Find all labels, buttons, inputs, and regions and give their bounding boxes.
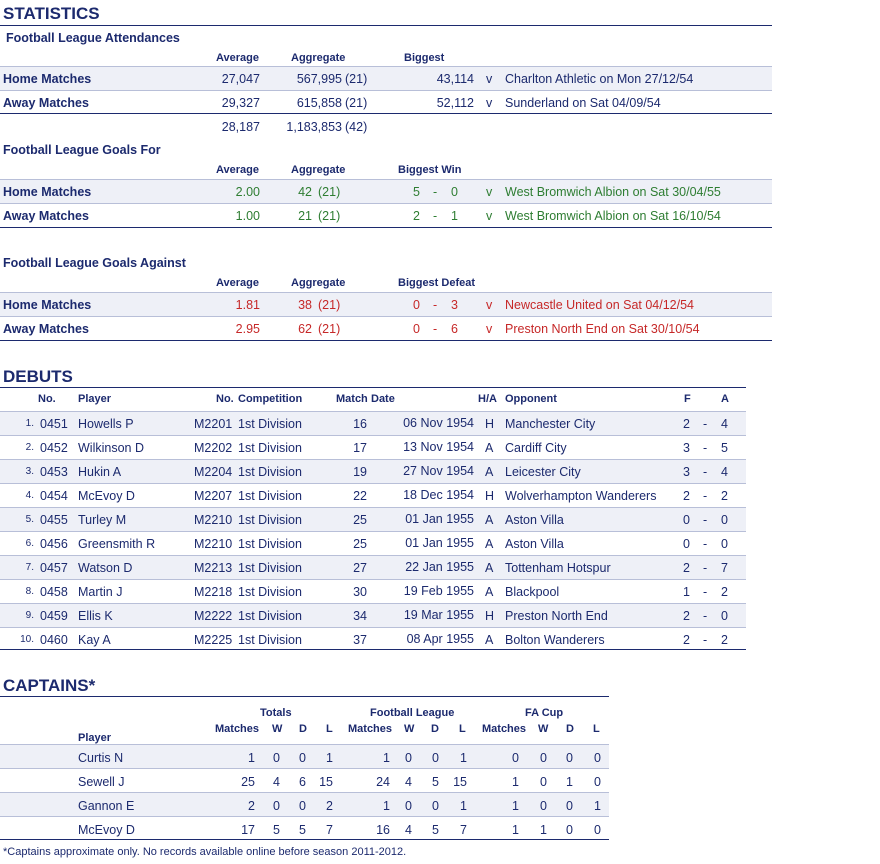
- row-label: Home Matches: [3, 72, 92, 86]
- col-l: L: [326, 723, 333, 735]
- captains-title: CAPTAINS*: [3, 676, 96, 695]
- stat-value: 1: [512, 775, 519, 789]
- match-count: (21): [345, 72, 368, 86]
- player-number: 0451: [40, 417, 68, 431]
- home-away: H: [485, 489, 495, 503]
- table-row: [0, 768, 609, 769]
- competition: 1st Division: [238, 417, 302, 431]
- row-label: Away Matches: [3, 322, 89, 336]
- stat-value: 1: [540, 823, 547, 837]
- row-index: 9.: [25, 610, 34, 621]
- match-date: 18 Dec 1954: [403, 488, 474, 502]
- row-index: 5.: [25, 514, 34, 525]
- stat-value: 1: [594, 799, 601, 813]
- match-count: (21): [318, 209, 341, 223]
- col-match-no: No.: [216, 393, 234, 405]
- row-index: 2.: [25, 442, 34, 453]
- stat-value: 5: [432, 823, 439, 837]
- group-fa-cup: FA Cup: [525, 707, 564, 719]
- col-matches: Matches: [482, 723, 527, 735]
- stat-value: 24: [376, 775, 390, 789]
- match-count: 34: [353, 609, 367, 623]
- attendances-title: Football League Attendances: [6, 31, 180, 45]
- aggregate-value: 42: [298, 185, 312, 199]
- match-count: 16: [353, 417, 367, 431]
- statistics-title: STATISTICS: [3, 4, 100, 23]
- home-away: A: [485, 465, 494, 479]
- player-name: Watson D: [78, 561, 133, 575]
- match-number: M2218: [194, 585, 233, 599]
- match-date: 06 Nov 1954: [403, 416, 474, 430]
- score-against: 0: [721, 513, 728, 527]
- score-dash: -: [703, 537, 708, 551]
- competition: 1st Division: [238, 465, 302, 479]
- competition: 1st Division: [238, 513, 302, 527]
- stat-value: 5: [299, 823, 306, 837]
- aggregate-value: 38: [298, 298, 312, 312]
- stat-value: 25: [241, 775, 255, 789]
- opponent: Manchester City: [505, 417, 596, 431]
- col-no: No.: [38, 393, 56, 405]
- opponent: Aston Villa: [505, 513, 564, 527]
- match-date: 01 Jan 1955: [405, 536, 474, 550]
- stat-value: 7: [460, 823, 467, 837]
- stat-value: 0: [540, 775, 547, 789]
- player-number: 0457: [40, 561, 68, 575]
- match-date: 08 Apr 1955: [406, 632, 474, 646]
- col-average: Average: [216, 52, 260, 64]
- score-for: 2: [683, 489, 690, 503]
- col-aggregate: Aggregate: [291, 52, 346, 64]
- row-label: Home Matches: [3, 298, 92, 312]
- score-dash: -: [703, 465, 708, 479]
- divider: [0, 90, 772, 91]
- player-name: Turley M: [78, 513, 127, 527]
- player-name: Sewell J: [78, 775, 125, 789]
- match-number: M2225: [194, 633, 233, 647]
- divider: [0, 227, 772, 228]
- stat-value: 7: [326, 823, 333, 837]
- aggregate-value: 567,995: [296, 72, 342, 86]
- stat-value: 0: [594, 751, 601, 765]
- player-name: McEvoy D: [78, 823, 135, 837]
- row-index: 4.: [25, 490, 34, 501]
- match-count: 27: [353, 561, 367, 575]
- match-count: 37: [353, 633, 367, 647]
- home-away: A: [485, 585, 494, 599]
- match-number: M2207: [194, 489, 233, 503]
- stat-value: 1: [566, 775, 573, 789]
- score-for: 0: [413, 298, 420, 312]
- match-count: (21): [318, 298, 341, 312]
- competition: 1st Division: [238, 585, 302, 599]
- average-value: 2.00: [235, 185, 260, 199]
- match-count: 19: [353, 465, 367, 479]
- versus-label: v: [486, 298, 493, 312]
- biggest-value: 52,112: [436, 96, 474, 110]
- average-value: 27,047: [221, 72, 260, 86]
- player-name: Kay A: [78, 633, 111, 647]
- score-dash: -: [703, 585, 708, 599]
- divider: [0, 839, 609, 840]
- aggregate-value: 21: [298, 209, 312, 223]
- score-dash: -: [433, 209, 438, 223]
- player-name: Howells P: [78, 417, 134, 431]
- score-dash: -: [703, 633, 708, 647]
- score-for: 5: [413, 185, 420, 199]
- match-number: M2213: [194, 561, 233, 575]
- score-against: 5: [721, 441, 728, 455]
- col-player: Player: [78, 393, 112, 405]
- group-totals: Totals: [260, 707, 292, 719]
- stat-value: 4: [273, 775, 280, 789]
- competition: 1st Division: [238, 609, 302, 623]
- match-number: M2222: [194, 609, 233, 623]
- stat-value: 0: [299, 751, 306, 765]
- table-row: [0, 627, 746, 628]
- match-detail: Sunderland on Sat 04/09/54: [505, 96, 661, 110]
- row-index: 10.: [20, 634, 34, 645]
- home-away: H: [485, 609, 495, 623]
- match-count: 25: [353, 513, 367, 527]
- home-away: A: [485, 633, 494, 647]
- score-dash: -: [433, 322, 438, 336]
- player-name: Hukin A: [78, 465, 122, 479]
- score-against: 2: [721, 585, 728, 599]
- stat-value: 0: [432, 799, 439, 813]
- col-player: Player: [78, 732, 112, 744]
- table-row: [0, 435, 746, 436]
- divider: [0, 113, 772, 114]
- col-average: Average: [216, 277, 260, 289]
- col-opponent: Opponent: [505, 393, 557, 405]
- score-dash: -: [433, 298, 438, 312]
- stat-value: 1: [460, 751, 467, 765]
- score-against: 0: [721, 609, 728, 623]
- col-average: Average: [216, 164, 260, 176]
- col-aggregate: Aggregate: [291, 277, 346, 289]
- stat-value: 1: [512, 799, 519, 813]
- table-row: [0, 531, 746, 532]
- col-w: W: [404, 723, 415, 735]
- divider: [0, 387, 746, 388]
- versus-label: v: [486, 96, 493, 110]
- table-row: [0, 579, 746, 580]
- stat-value: 1: [326, 751, 333, 765]
- stat-value: 5: [432, 775, 439, 789]
- match-detail: Newcastle United on Sat 04/12/54: [505, 298, 695, 312]
- stat-value: 0: [566, 751, 573, 765]
- stat-value: 0: [566, 799, 573, 813]
- score-for: 1: [683, 585, 690, 599]
- opponent: Preston North End: [505, 609, 608, 623]
- home-away: A: [485, 561, 494, 575]
- stat-value: 0: [540, 799, 547, 813]
- match-date: 01 Jan 1955: [405, 512, 474, 526]
- stat-value: 17: [241, 823, 255, 837]
- match-number: M2210: [194, 537, 233, 551]
- footnote: *Captains approximate only. No records available online before season 2011-2012.: [3, 846, 407, 858]
- versus-label: v: [486, 185, 493, 199]
- score-dash: -: [703, 513, 708, 527]
- score-dash: -: [703, 489, 708, 503]
- row-index: 6.: [25, 538, 34, 549]
- match-detail: West Bromwich Albion on Sat 30/04/55: [505, 185, 721, 199]
- home-away: H: [485, 417, 495, 431]
- competition: 1st Division: [238, 537, 302, 551]
- opponent: Bolton Wanderers: [505, 633, 605, 647]
- player-name: Ellis K: [78, 609, 113, 623]
- stat-value: 6: [299, 775, 306, 789]
- stat-value: 0: [512, 751, 519, 765]
- divider: [0, 340, 772, 341]
- score-for: 3: [683, 441, 690, 455]
- col-match: Match: [336, 393, 368, 405]
- score-against: 1: [451, 209, 458, 223]
- match-count: 25: [353, 537, 367, 551]
- average-value: 1.81: [235, 298, 260, 312]
- col-biggest-win: Biggest Win: [398, 164, 462, 176]
- match-number: M2201: [194, 417, 233, 431]
- table-row: [0, 483, 746, 484]
- player-number: 0455: [40, 513, 68, 527]
- match-number: M2204: [194, 465, 233, 479]
- col-w: W: [538, 723, 549, 735]
- col-ha: H/A: [478, 393, 497, 405]
- goals-against-title: Football League Goals Against: [3, 256, 186, 270]
- opponent: Blackpool: [505, 585, 560, 599]
- home-away: A: [485, 441, 494, 455]
- goals-for-title: Football League Goals For: [3, 143, 161, 157]
- col-matches: Matches: [348, 723, 393, 735]
- versus-label: v: [486, 322, 493, 336]
- col-biggest: Biggest: [404, 52, 445, 64]
- score-against: 6: [451, 322, 458, 336]
- stat-value: 1: [383, 799, 390, 813]
- player-number: 0452: [40, 441, 68, 455]
- group-football-league: Football League: [370, 707, 455, 719]
- match-date: 22 Jan 1955: [405, 560, 474, 574]
- match-count: 22: [353, 489, 367, 503]
- biggest-value: 43,114: [436, 72, 474, 86]
- stat-value: 2: [326, 799, 333, 813]
- player-number: 0456: [40, 537, 68, 551]
- col-l: L: [593, 723, 600, 735]
- stat-value: 15: [453, 775, 467, 789]
- stat-value: 0: [299, 799, 306, 813]
- stat-value: 16: [376, 823, 390, 837]
- player-number: 0458: [40, 585, 68, 599]
- stat-value: 0: [540, 751, 547, 765]
- match-date: 19 Mar 1955: [403, 608, 474, 622]
- versus-label: v: [486, 72, 493, 86]
- score-against: 0: [721, 537, 728, 551]
- row-index: 1.: [25, 418, 34, 429]
- divider: [0, 649, 746, 650]
- match-count: (21): [318, 322, 341, 336]
- match-number: M2202: [194, 441, 233, 455]
- stat-value: 0: [594, 775, 601, 789]
- stat-value: 1: [248, 751, 255, 765]
- score-dash: -: [703, 609, 708, 623]
- score-dash: -: [703, 561, 708, 575]
- total-count: (42): [345, 120, 368, 134]
- score-for: 2: [683, 609, 690, 623]
- col-l: L: [459, 723, 466, 735]
- competition: 1st Division: [238, 441, 302, 455]
- match-date: 19 Feb 1955: [403, 584, 474, 598]
- competition: 1st Division: [238, 489, 302, 503]
- opponent: Wolverhampton Wanderers: [505, 489, 657, 503]
- stat-value: 1: [383, 751, 390, 765]
- score-against: 2: [721, 633, 728, 647]
- score-for: 0: [413, 322, 420, 336]
- row-label: Away Matches: [3, 96, 89, 110]
- stat-value: 0: [405, 799, 412, 813]
- score-for: 2: [683, 417, 690, 431]
- stat-value: 0: [273, 751, 280, 765]
- player-number: 0460: [40, 633, 68, 647]
- match-detail: Charlton Athletic on Mon 27/12/54: [505, 72, 694, 86]
- row-label: Away Matches: [3, 209, 89, 223]
- aggregate-value: 62: [298, 322, 312, 336]
- col-competition: Competition: [238, 393, 303, 405]
- score-for: 2: [413, 209, 420, 223]
- score-dash: -: [703, 417, 708, 431]
- stat-value: 1: [512, 823, 519, 837]
- table-row: [0, 816, 609, 817]
- player-name: Martin J: [78, 585, 123, 599]
- match-date: 27 Nov 1954: [403, 464, 474, 478]
- score-for: 2: [683, 561, 690, 575]
- row-index: 7.: [25, 562, 34, 573]
- opponent: Tottenham Hotspur: [505, 561, 611, 575]
- col-aggregate: Aggregate: [291, 164, 346, 176]
- score-against: 4: [721, 465, 728, 479]
- stat-value: 0: [405, 751, 412, 765]
- col-matches: Matches: [215, 723, 260, 735]
- row-index: 3.: [25, 466, 34, 477]
- versus-label: v: [486, 209, 493, 223]
- player-number: 0459: [40, 609, 68, 623]
- col-w: W: [272, 723, 283, 735]
- home-away: A: [485, 513, 494, 527]
- player-name: Wilkinson D: [78, 441, 144, 455]
- average-value: 29,327: [221, 96, 260, 110]
- total-average: 28,187: [221, 120, 260, 134]
- home-away: A: [485, 537, 494, 551]
- divider: [0, 696, 609, 697]
- score-against: 0: [451, 185, 458, 199]
- competition: 1st Division: [238, 633, 302, 647]
- player-number: 0454: [40, 489, 68, 503]
- score-against: 7: [721, 561, 728, 575]
- stat-value: 4: [405, 823, 412, 837]
- score-against: 3: [451, 298, 458, 312]
- player-name: Greensmith R: [78, 537, 156, 551]
- score-dash: -: [703, 441, 708, 455]
- col-f: F: [684, 393, 691, 405]
- score-for: 2: [683, 633, 690, 647]
- total-aggregate: 1,183,853: [286, 120, 342, 134]
- stat-value: 0: [594, 823, 601, 837]
- stat-value: 0: [432, 751, 439, 765]
- match-count: 17: [353, 441, 367, 455]
- score-for: 0: [683, 513, 690, 527]
- col-d: D: [299, 723, 307, 735]
- stat-value: 0: [273, 799, 280, 813]
- row-label: Home Matches: [3, 185, 92, 199]
- stat-value: 5: [273, 823, 280, 837]
- col-d: D: [566, 723, 574, 735]
- col-date: Date: [371, 393, 395, 405]
- score-against: 4: [721, 417, 728, 431]
- match-count: (21): [318, 185, 341, 199]
- match-count: 30: [353, 585, 367, 599]
- opponent: Leicester City: [505, 465, 581, 479]
- stat-value: 1: [460, 799, 467, 813]
- divider: [0, 316, 772, 317]
- opponent: Cardiff City: [505, 441, 567, 455]
- stat-value: 4: [405, 775, 412, 789]
- player-number: 0453: [40, 465, 68, 479]
- aggregate-value: 615,858: [296, 96, 342, 110]
- score-for: 3: [683, 465, 690, 479]
- match-count: (21): [345, 96, 368, 110]
- player-name: McEvoy D: [78, 489, 135, 503]
- col-biggest-defeat: Biggest Defeat: [398, 277, 476, 289]
- col-a: A: [721, 393, 729, 405]
- score-dash: -: [433, 185, 438, 199]
- col-d: D: [431, 723, 439, 735]
- divider: [0, 25, 772, 26]
- stat-value: 0: [566, 823, 573, 837]
- competition: 1st Division: [238, 561, 302, 575]
- opponent: Aston Villa: [505, 537, 564, 551]
- average-value: 2.95: [235, 322, 260, 336]
- player-name: Gannon E: [78, 799, 135, 813]
- row-index: 8.: [25, 586, 34, 597]
- match-number: M2210: [194, 513, 233, 527]
- match-date: 13 Nov 1954: [403, 440, 474, 454]
- divider: [0, 203, 772, 204]
- score-for: 0: [683, 537, 690, 551]
- score-against: 2: [721, 489, 728, 503]
- average-value: 1.00: [235, 209, 260, 223]
- stat-value: 15: [319, 775, 333, 789]
- player-name: Curtis N: [78, 751, 124, 765]
- match-detail: West Bromwich Albion on Sat 16/10/54: [505, 209, 721, 223]
- stat-value: 2: [248, 799, 255, 813]
- debuts-title: DEBUTS: [3, 367, 73, 386]
- match-detail: Preston North End on Sat 30/10/54: [505, 322, 700, 336]
